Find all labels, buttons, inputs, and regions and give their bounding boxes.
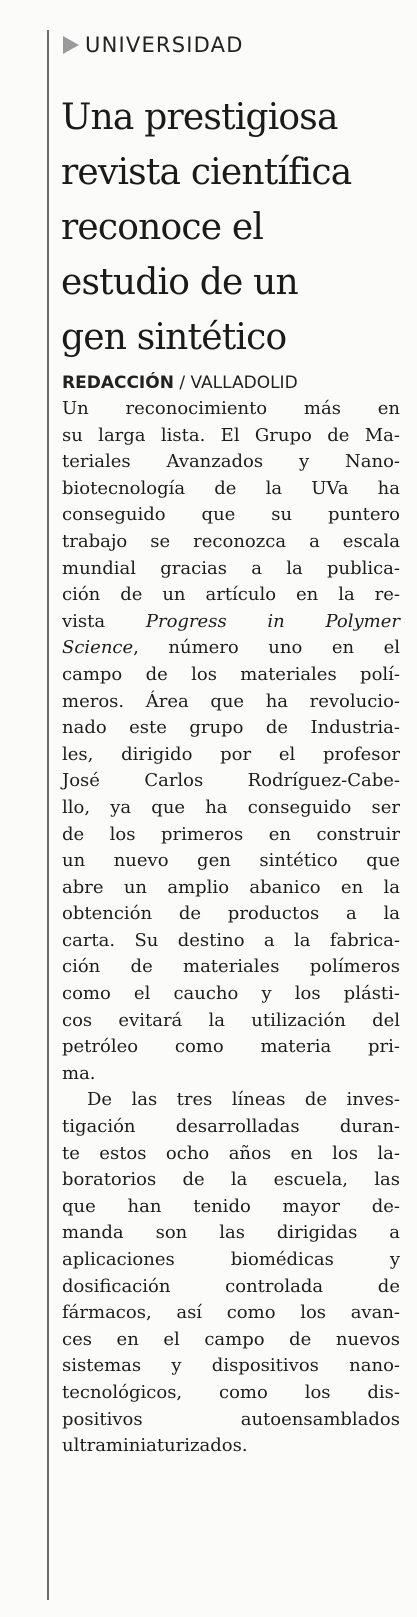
headline-line: revista científica — [61, 152, 352, 193]
body-line: aplicaciones biomédicas y — [62, 1249, 400, 1270]
headline-line: estudio de un — [61, 262, 298, 303]
body-line: abre un amplio abanico en la — [62, 876, 400, 898]
body-line: Science, número uno en el — [62, 637, 400, 659]
body-line: ma. — [62, 1062, 96, 1084]
body-line: boratorios de la escuela, las — [62, 1169, 400, 1191]
body-line: fármacos, así como los avan- — [62, 1302, 400, 1324]
body-line: como el caucho y los plásti- — [62, 983, 400, 1005]
body-line: cos evitará la utilización del — [62, 1009, 400, 1031]
article-body — [62, 396, 400, 1460]
body-line: obtención de productos a la — [62, 903, 400, 925]
body-line: un nuevo gen sintético que — [62, 850, 400, 872]
body-line: su larga lista. El Grupo de Ma- — [62, 424, 400, 446]
body-line: conseguido que su puntero — [62, 504, 400, 526]
body-line: meros. Área que ha revolucio- — [62, 690, 400, 712]
body-line: sistemas y dispositivos nano- — [62, 1355, 400, 1377]
headline-line: gen sintético — [61, 317, 287, 358]
body-line: biotecnología de la UVa ha — [62, 477, 400, 499]
body-line: De las tres líneas de inves- — [87, 1089, 400, 1111]
body-line: petróleo como materia pri- — [62, 1036, 400, 1058]
body-line: llo, ya que ha conseguido ser — [62, 796, 400, 818]
body-line: Un reconocimiento más en — [62, 398, 400, 419]
headline — [61, 90, 401, 365]
body-line: positivos autoensamblados — [62, 1408, 400, 1430]
body-line: ces en el campo de nuevos — [62, 1328, 400, 1350]
publication-title: Science — [62, 637, 134, 659]
body-line: teriales Avanzados y Nano- — [62, 451, 400, 473]
section-triangle-icon — [63, 36, 79, 54]
body-line: les, dirigido por el profesor — [62, 743, 400, 765]
body-line: dosificación controlada de — [62, 1275, 400, 1297]
body-line: ción de materiales polímeros — [62, 956, 400, 978]
body-line: tecnológicos, como los dis- — [62, 1381, 400, 1403]
body-line: nado este grupo de Industria- — [62, 717, 400, 739]
paragraph-1 — [62, 396, 400, 1087]
body-line: ción de un artículo en la re- — [62, 584, 400, 606]
body-line: campo de los materiales polí- — [62, 663, 400, 685]
body-line: mundial gracias a la publica- — [62, 557, 400, 579]
body-line: vista Progress in Polymer — [62, 610, 400, 632]
body-line: tigación desarrolladas duran- — [62, 1116, 400, 1138]
publication-title: Progress in Polymer — [145, 610, 400, 632]
column-rule — [47, 30, 49, 1600]
body-line: que han tenido mayor de- — [62, 1195, 400, 1217]
section-label-text: UNIVERSIDAD — [85, 33, 244, 57]
body-line: trabajo se reconozca a escala — [62, 530, 400, 552]
byline-location: / VALLADOLID — [179, 373, 298, 393]
body-line: de los primeros en construir — [62, 823, 400, 845]
body-line: José Carlos Rodríguez-Cabe- — [62, 770, 400, 792]
body-line: manda son las dirigidas a — [62, 1222, 400, 1244]
section-label — [63, 33, 244, 57]
body-line: carta. Su destino a la fabrica- — [62, 929, 400, 951]
paragraph-2 — [62, 1087, 400, 1459]
headline-line: Una prestigiosa — [61, 97, 338, 138]
body-line: ultraminiaturizados. — [62, 1435, 248, 1457]
headline-line: reconoce el — [61, 207, 264, 248]
byline — [62, 373, 298, 393]
body-line: te estos ocho años en los la- — [62, 1142, 400, 1164]
byline-author: REDACCIÓN — [62, 373, 174, 393]
